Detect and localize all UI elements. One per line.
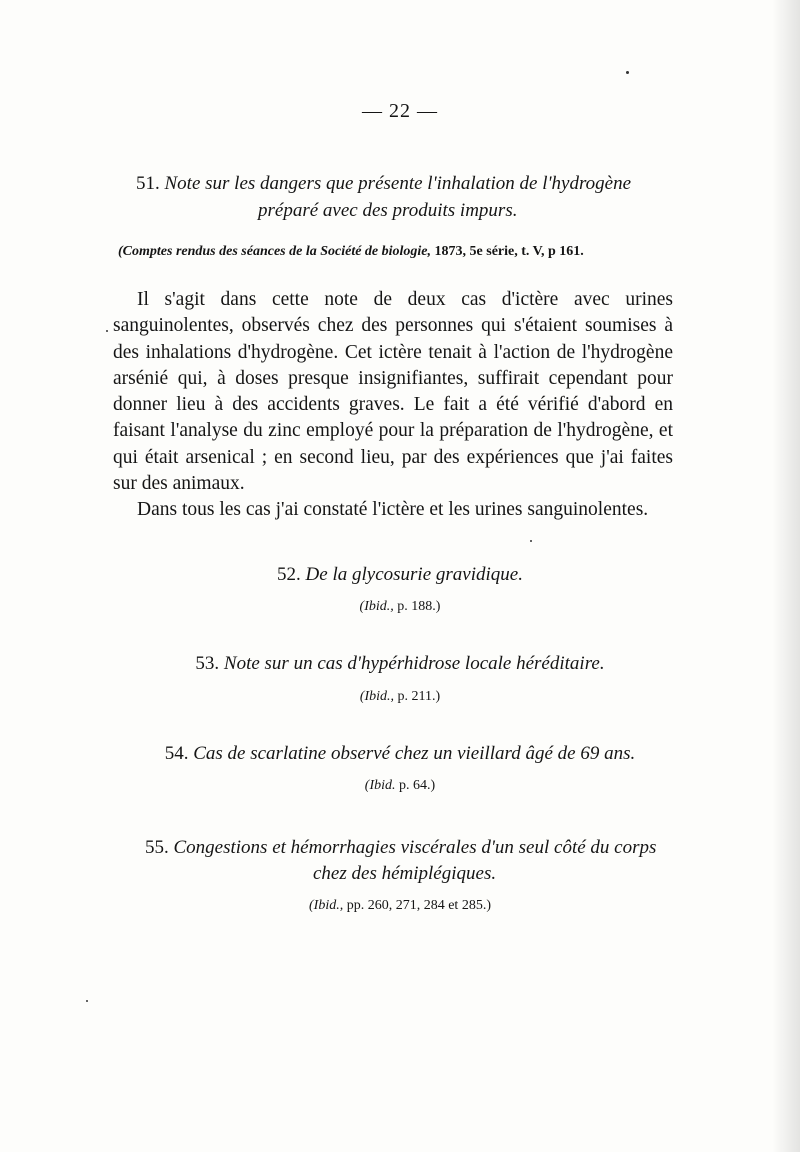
entry-title: Congestions et hémorrhagies viscérales d'un seul côté du corps [173, 837, 657, 858]
reference-source: (Comptes rendus des séances de la Société de biologie, [118, 244, 432, 259]
entry-title: Note sur un cas d'hypérhidrose locale héréditaire. [223, 653, 605, 674]
entry-55-reference [0, 898, 800, 914]
entry-52-heading [0, 561, 800, 589]
print-speck [86, 1000, 88, 1002]
entry-number: 52. [277, 564, 301, 585]
summary-paragraph: Dans tous les cas j'ai constaté l'ictère et les urines sanguinolentes. [137, 499, 649, 521]
entry-51-heading-line2 [258, 197, 517, 225]
entry-number: 55. [145, 837, 169, 858]
summary-paragraph: Il s'agit dans cette note de deux cas d'ictère avec urines sanguinolentes, observés chez des personnes qui s'étaient soumises à des inhalations d'hydrogène. Cet ictère tenait à l'action de l'hydrogène arsénié qui, à doses presque insignifiantes, suffirait cependant pour donner lieu à des accidents graves. Le fait a été vérifié d'abord en faisant l'analyse du zinc employé pour la préparation de l'hydrogène, et qui était arsenical ; en second lieu, par des expériences que j'ai faites sur des animaux. [113, 289, 673, 495]
reference-details: p. 188.) [397, 599, 441, 614]
reference-source: (Ibid. [364, 778, 396, 793]
entry-51-heading [136, 170, 631, 198]
entry-53-heading [0, 650, 800, 678]
entry-54-reference [0, 778, 800, 794]
reference-details: 1873, 5e série, t. V, p 161. [434, 244, 584, 259]
entry-55-heading [145, 834, 656, 862]
reference-source: (Ibid., [359, 689, 395, 704]
entry-54-heading [0, 740, 800, 768]
reference-details: p. 211.) [397, 689, 441, 704]
entry-51-reference [118, 244, 584, 260]
page-number: — 22 — [362, 100, 438, 122]
reference-source: (Ibid., [309, 898, 344, 913]
reference-details: pp. 260, 271, 284 et 285.) [346, 898, 491, 913]
entry-title: Note sur les dangers que présente l'inhalation de l'hydrogène [164, 173, 632, 194]
reference-source: (Ibid., [359, 599, 394, 614]
entry-number: 54. [164, 743, 189, 764]
entry-number: 51. [136, 173, 160, 194]
entry-52-reference [0, 599, 800, 615]
entry-number: 53. [195, 653, 220, 674]
entry-title: Cas de scarlatine observé chez un vieillard âgé de 69 ans. [193, 743, 636, 764]
entry-title-continued: préparé avec des produits impurs. [258, 200, 518, 221]
print-speck [530, 540, 532, 542]
entry-55-heading-line2 [313, 860, 496, 888]
print-speck [106, 330, 108, 332]
entry-title-continued: chez des hémiplégiques. [313, 863, 497, 884]
entry-51-summary [113, 287, 673, 524]
reference-details: p. 64.) [399, 778, 436, 793]
entry-title: De la glycosurie gravidique. [305, 564, 523, 585]
print-speck [626, 71, 629, 74]
entry-53-reference [0, 689, 800, 705]
